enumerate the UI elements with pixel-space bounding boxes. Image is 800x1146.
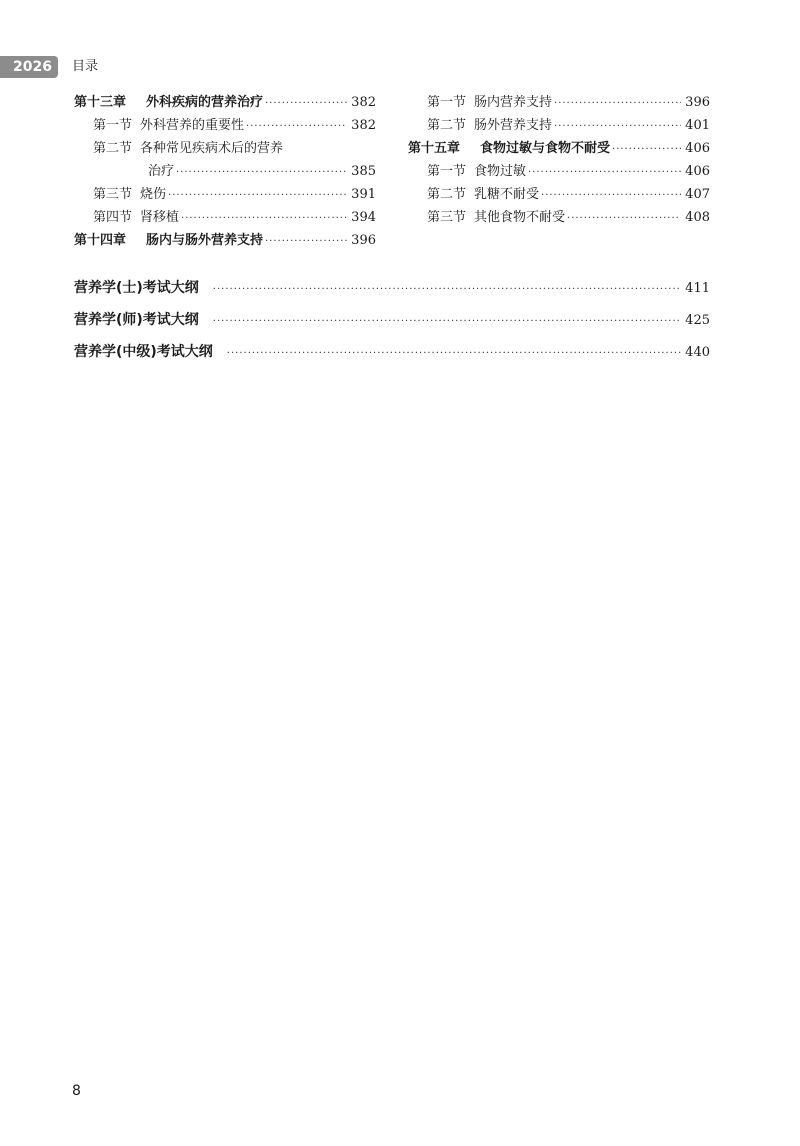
entry-label: 第二节 <box>426 187 466 202</box>
entry-label: 第十四章 <box>74 233 127 248</box>
entry-page: 396 <box>685 95 710 110</box>
dot-leader <box>227 338 681 370</box>
entry-title: 其他食物不耐受 <box>474 210 566 225</box>
toc-chapter-entry[interactable] <box>408 137 710 160</box>
entry-label: 第四节 <box>92 210 132 225</box>
dot-leader <box>213 274 681 306</box>
dot-leader <box>528 161 681 184</box>
entry-title: 治疗 <box>148 164 175 179</box>
entry-label: 第一节 <box>426 164 466 179</box>
exam-outline-entry[interactable] <box>74 272 710 304</box>
dot-leader <box>554 92 681 115</box>
exam-outline-list <box>74 272 710 368</box>
entry-title: 各种常见疾病术后的营养 <box>140 141 284 156</box>
outline-title: 营养学(师)考试大纲 <box>74 312 199 328</box>
toc-section-entry[interactable] <box>408 160 710 183</box>
dot-leader <box>612 138 681 161</box>
entry-label: 第三节 <box>92 187 132 202</box>
entry-title: 肾移植 <box>140 210 180 225</box>
entry-label: 第二节 <box>426 118 466 133</box>
entry-page: 382 <box>351 95 376 110</box>
entry-title: 外科营养的重要性 <box>140 118 245 133</box>
dot-leader <box>265 230 347 253</box>
entry-label: 第十三章 <box>74 95 127 110</box>
dot-leader <box>554 115 681 138</box>
dot-leader <box>265 92 347 115</box>
entry-page: 382 <box>351 118 376 133</box>
exam-outline-entry[interactable] <box>74 336 710 368</box>
outline-page: 425 <box>685 313 710 328</box>
entry-title: 肠外营养支持 <box>474 118 553 133</box>
toc-section-entry[interactable] <box>408 206 710 229</box>
toc-left-column <box>74 91 376 252</box>
dot-leader <box>213 306 681 338</box>
dot-leader <box>541 184 681 207</box>
entry-title: 乳糖不耐受 <box>474 187 540 202</box>
outline-page: 411 <box>685 281 710 296</box>
entry-page: 406 <box>685 141 710 156</box>
entry-label: 第二节 <box>92 141 132 156</box>
dot-leader <box>181 207 347 230</box>
dot-leader <box>176 161 347 184</box>
entry-page: 408 <box>685 210 710 225</box>
exam-outline-entry[interactable] <box>74 304 710 336</box>
toc-chapter-entry[interactable] <box>74 91 376 114</box>
dot-leader <box>246 115 347 138</box>
toc-section-entry[interactable] <box>74 206 376 229</box>
entry-page: 394 <box>351 210 376 225</box>
entry-title: 外科疾病的营养治疗 <box>146 95 264 110</box>
toc-section-entry[interactable] <box>408 114 710 137</box>
toc-right-column <box>408 91 710 229</box>
year-badge: 2026 <box>0 56 58 78</box>
toc-section-entry[interactable] <box>74 114 376 137</box>
entry-page: 406 <box>685 164 710 179</box>
entry-title: 肠内营养支持 <box>474 95 553 110</box>
entry-label: 第一节 <box>92 118 132 133</box>
dot-leader <box>567 207 681 230</box>
entry-page: 407 <box>685 187 710 202</box>
header-title: 目录 <box>72 59 99 74</box>
toc-section-entry[interactable] <box>74 137 376 160</box>
dot-leader <box>168 184 347 207</box>
entry-label: 第十五章 <box>408 141 461 156</box>
entry-label: 第一节 <box>426 95 466 110</box>
entry-page: 385 <box>351 164 376 179</box>
toc-section-entry[interactable] <box>408 183 710 206</box>
toc-section-entry[interactable] <box>408 91 710 114</box>
entry-page: 391 <box>351 187 376 202</box>
outline-page: 440 <box>685 345 710 360</box>
outline-title: 营养学(士)考试大纲 <box>74 280 199 296</box>
entry-title: 肠内与肠外营养支持 <box>146 233 264 248</box>
entry-page: 401 <box>685 118 710 133</box>
entry-label: 第三节 <box>426 210 466 225</box>
entry-title: 烧伤 <box>140 187 167 202</box>
page-number: 8 <box>72 1083 81 1099</box>
entry-title: 食物过敏与食物不耐受 <box>480 141 611 156</box>
toc-chapter-entry[interactable] <box>74 229 376 252</box>
outline-title: 营养学(中级)考试大纲 <box>74 344 213 360</box>
toc-section-entry[interactable] <box>74 183 376 206</box>
entry-title: 食物过敏 <box>474 164 527 179</box>
toc-section-continuation[interactable] <box>74 160 376 183</box>
page-header <box>0 56 800 78</box>
entry-page: 396 <box>351 233 376 248</box>
